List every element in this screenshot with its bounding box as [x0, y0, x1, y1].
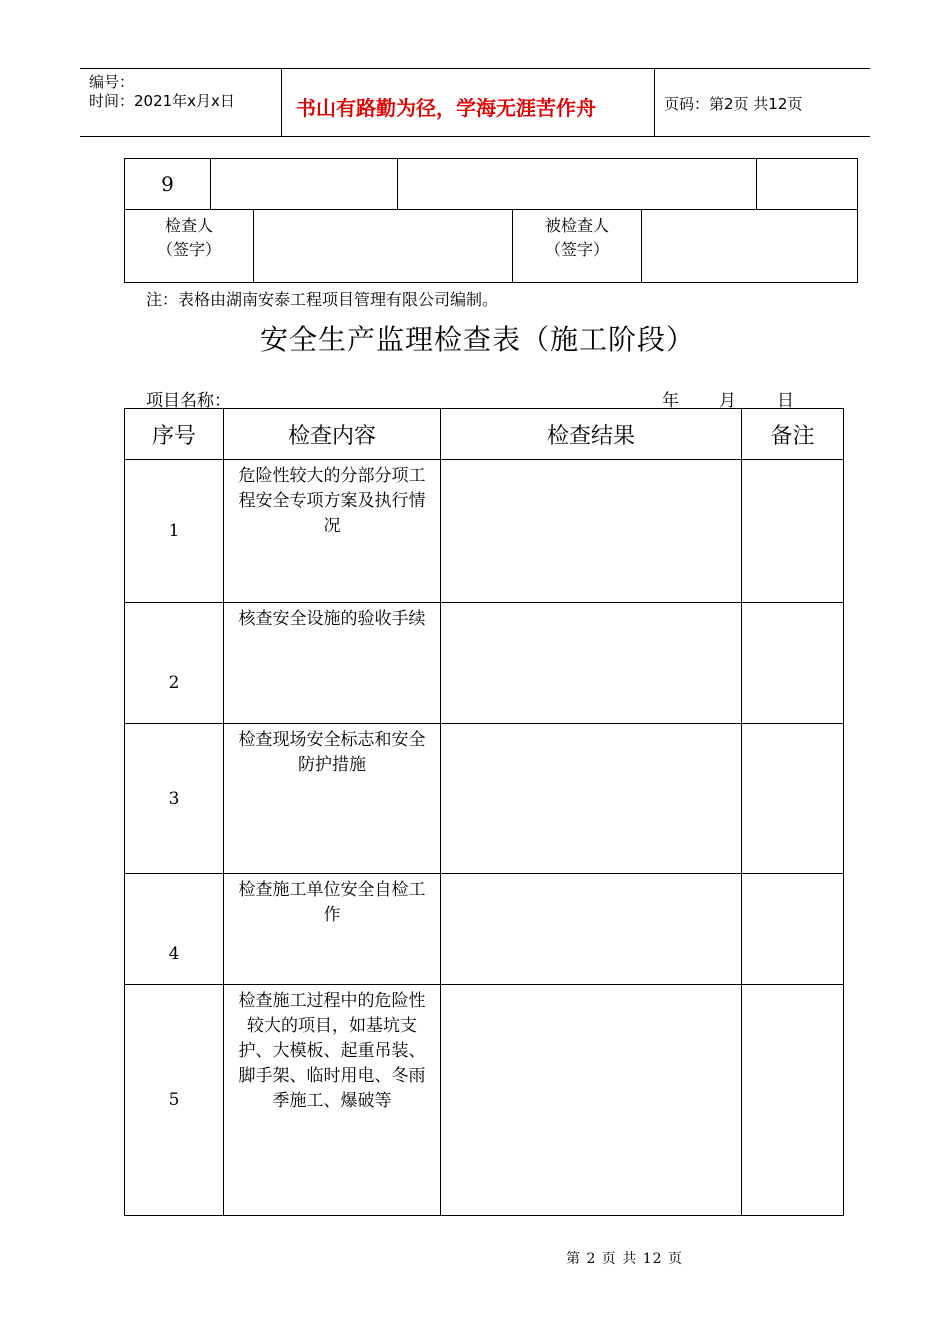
row-3-result[interactable] [441, 724, 742, 874]
row-number-cell: 9 [125, 159, 211, 210]
table-row [125, 460, 844, 603]
col-header-result: 检查结果 [441, 409, 742, 460]
header-divider-right [654, 68, 655, 136]
row-5-number: 5 [125, 985, 224, 1216]
project-name-label: 项目名称： [146, 391, 231, 411]
date-month-label: 月 [719, 391, 736, 411]
row-3-remark[interactable] [742, 724, 844, 874]
row-5-content: 检查施工过程中的危险性较大的项目，如基坑支护、大模板、起重吊装、脚手架、临时用电、冬雨季施工、爆破等 [224, 985, 441, 1216]
table-row [125, 724, 844, 874]
row-2-number: 2 [125, 603, 224, 724]
row-3-content: 检查现场安全标志和安全防护措施 [224, 724, 441, 874]
col-header-content: 检查内容 [224, 409, 441, 460]
table-note: 注：表格由湖南安泰工程项目管理有限公司编制。 [146, 290, 499, 309]
inspector-sign-hint: （签字） [156, 240, 221, 259]
inspector-label-cell [125, 210, 254, 283]
row-3-number: 3 [125, 724, 224, 874]
date-day-label: 日 [777, 391, 794, 411]
header-page-info: 页码：第2页 共12页 [664, 95, 803, 113]
row-2-result[interactable] [441, 603, 742, 724]
row-1-result[interactable] [441, 460, 742, 603]
header-motto: 书山有路勤为径，学海无涯苦作舟 [296, 96, 596, 120]
row-1-number: 1 [125, 460, 224, 603]
row-content-cell[interactable] [211, 159, 398, 210]
inspected-label-cell [513, 210, 642, 283]
table-row [125, 874, 844, 985]
table-header-row [125, 409, 844, 460]
row-result-cell[interactable] [398, 159, 757, 210]
row-1-content: 危险性较大的分部分项工程安全专项方案及执行情况 [224, 460, 441, 603]
row-4-remark[interactable] [742, 874, 844, 985]
row-4-number: 4 [125, 874, 224, 985]
row-2-content: 核查安全设施的验收手续 [224, 603, 441, 724]
row-1-remark[interactable] [742, 460, 844, 603]
col-header-remark: 备注 [742, 409, 844, 460]
continued-table [124, 158, 858, 283]
header-number-label: 编号： [89, 73, 135, 91]
table-row [125, 603, 844, 724]
col-header-seq: 序号 [125, 409, 224, 460]
row-2-remark[interactable] [742, 603, 844, 724]
row-4-result[interactable] [441, 874, 742, 985]
form-title: 安全生产监理检查表（施工阶段） [260, 323, 696, 356]
inspection-table [124, 408, 844, 1216]
inspected-signature-field[interactable] [642, 210, 858, 283]
inspected-sign-hint: （签字） [544, 240, 609, 259]
inspector-label: 检查人 [164, 216, 213, 235]
inspected-label: 被检查人 [544, 216, 609, 235]
date-year-label: 年 [662, 391, 679, 411]
inspector-signature-field[interactable] [254, 210, 513, 283]
row-5-remark[interactable] [742, 985, 844, 1216]
row-5-result[interactable] [441, 985, 742, 1216]
header-top-rule [80, 68, 870, 69]
header-time-label: 时间：2021年x月x日 [89, 92, 235, 110]
row-4-content: 检查施工单位安全自检工作 [224, 874, 441, 985]
row-remark-cell[interactable] [757, 159, 858, 210]
header-bottom-rule [80, 136, 870, 137]
page-footer: 第 2 页 共 12 页 [566, 1251, 683, 1267]
header-divider-left [281, 68, 282, 136]
table-row [125, 985, 844, 1216]
